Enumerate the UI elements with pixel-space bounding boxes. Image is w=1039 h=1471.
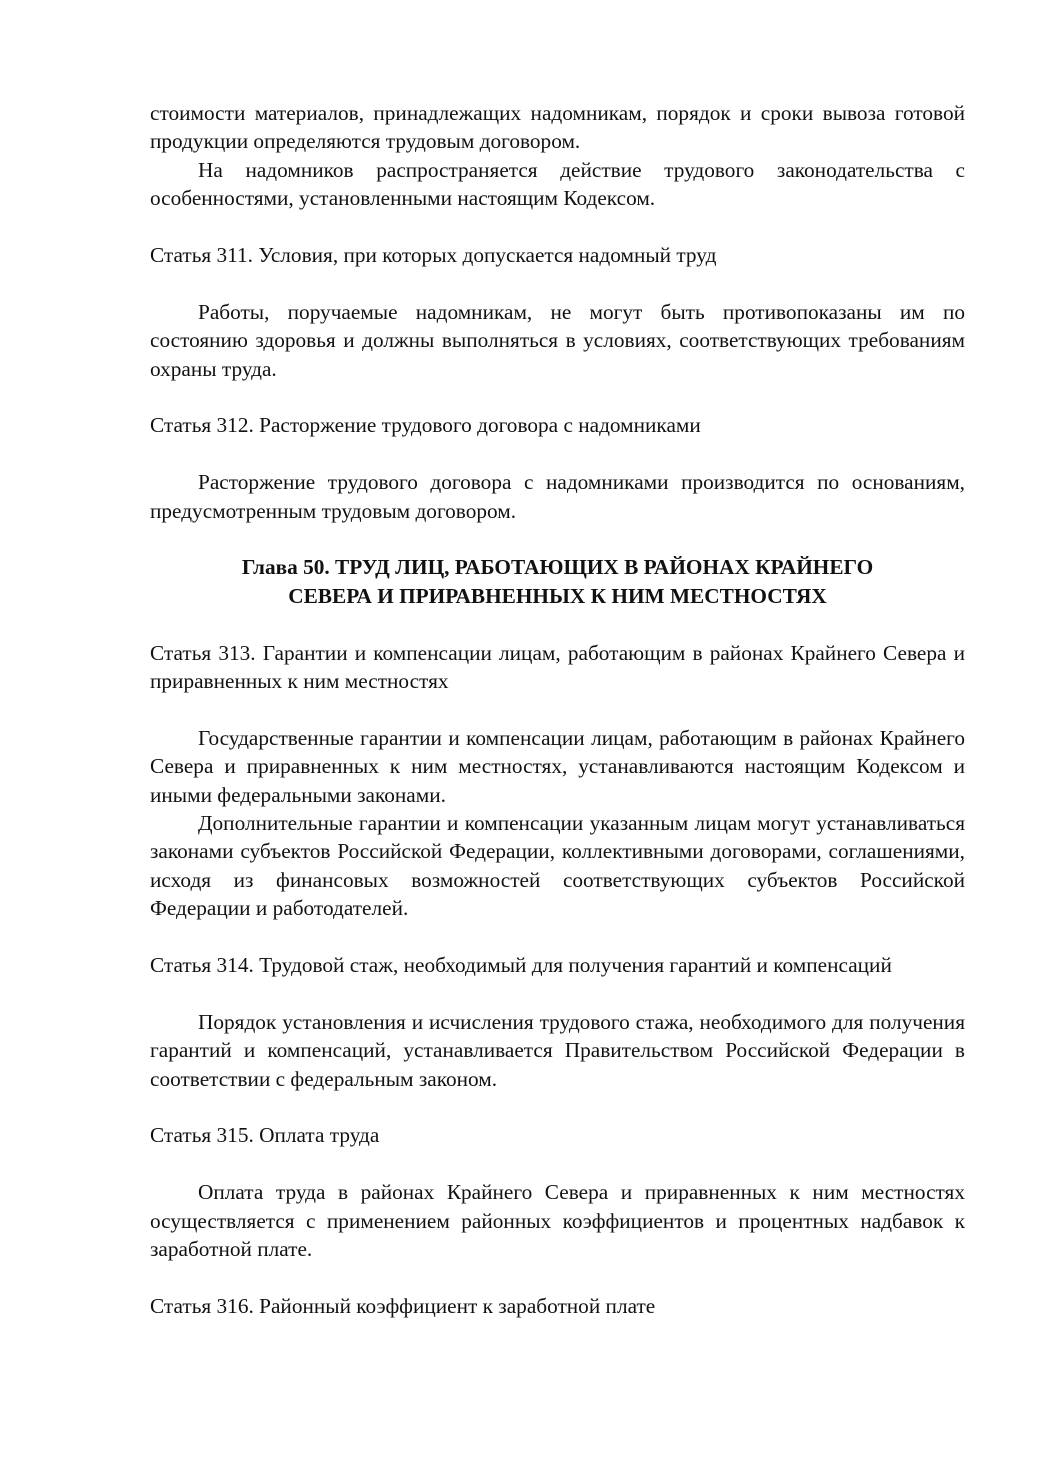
spacer [150, 1093, 965, 1121]
spacer [150, 383, 965, 411]
chapter-heading-line: Глава 50. ТРУД ЛИЦ, РАБОТАЮЩИХ В РАЙОНАХ КРАЙНЕГО [241, 555, 874, 580]
paragraph: На надомников распространяется действие трудового законодательства с особенностями, установленными настоящим Кодексом. [150, 157, 965, 211]
paragraph: Оплата труда в районах Крайнего Севера и приравненных к ним местностях осуществляется с применением районных коэффициентов и процентных надбавок к заработной плате. [150, 1180, 965, 1262]
article-heading-315: Статья 315. Оплата труда [150, 1123, 380, 1148]
spacer [150, 269, 965, 297]
article-heading-313: Статья 313. Гарантии и компенсации лицам, работающим в районах Крайнего Севера и приравненных к ним местностях [150, 640, 965, 694]
paragraph: стоимости материалов, принадлежащих надомникам, порядок и сроки вывоза готовой продукции определяются трудовым договором. [150, 101, 965, 154]
paragraph: Порядок установления и исчисления трудового стажа, необходимого для получения гарантий и компенсаций, устанавливается Правительством Российской Федерации в соответствии с федеральным законом. [150, 1009, 965, 1091]
spacer [150, 525, 965, 553]
article-heading-314: Статья 314. Трудовой стаж, необходимый для получения гарантий и компенсаций [150, 953, 892, 978]
spacer [150, 610, 965, 638]
spacer [150, 923, 965, 951]
spacer [150, 1263, 965, 1291]
paragraph: Дополнительные гарантии и компенсации указанным лицам могут устанавливаться законами субъектов Российской Федерации, коллективными договорами, соглашениями, исходя из финансовых возможностей соответствующих субъектов Российской Федерации и работодателей. [150, 811, 965, 921]
document-page [150, 99, 965, 1320]
paragraph: Расторжение трудового договора с надомниками производится по основаниям, предусмотренным трудовым договором. [150, 470, 965, 523]
spacer [150, 695, 965, 723]
chapter-heading-line: СЕВЕРА И ПРИРАВНЕННЫХ К НИМ МЕСТНОСТЯХ [288, 583, 827, 608]
article-heading-312: Статья 312. Расторжение трудового договора с надомниками [150, 413, 701, 438]
spacer [150, 213, 965, 241]
paragraph: Государственные гарантии и компенсации лицам, работающим в районах Крайнего Севера и приравненных к ним местностях, устанавливаются настоящим Кодексом и иными федеральными законами. [150, 725, 965, 807]
spacer [150, 979, 965, 1007]
spacer [150, 1150, 965, 1178]
spacer [150, 440, 965, 468]
chapter-heading [150, 553, 965, 610]
article-heading-316: Статья 316. Районный коэффициент к заработной плате [150, 1293, 656, 1318]
article-heading-311: Статья 311. Условия, при которых допускается надомный труд [150, 243, 717, 268]
paragraph: Работы, поручаемые надомникам, не могут быть противопоказаны им по состоянию здоровья и должны выполняться в условиях, соответствующих требованиям охраны труда. [150, 299, 965, 381]
